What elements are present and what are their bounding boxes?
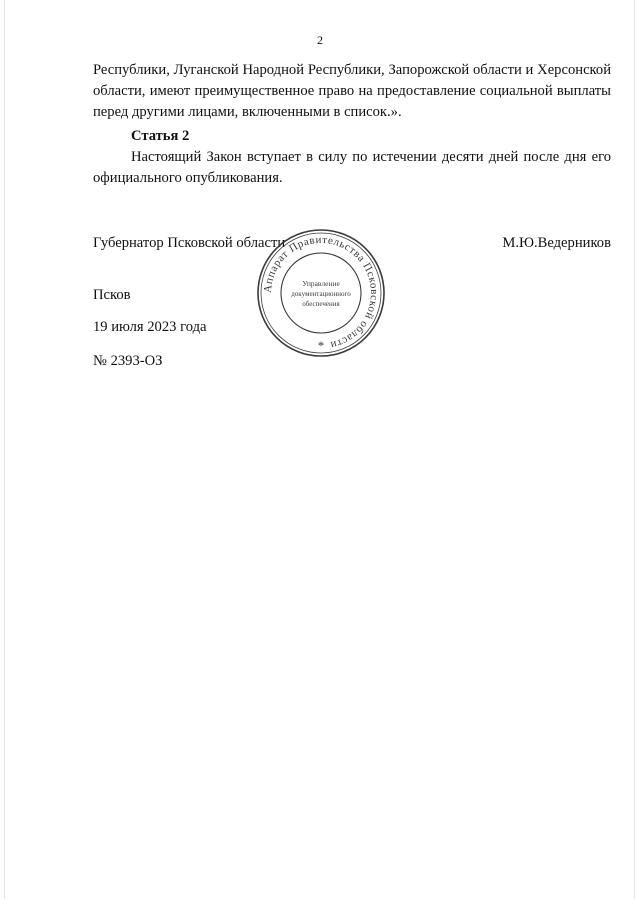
article-2-text: Настоящий Закон вступает в силу по истечении десяти дней после дня его официального опубликования. xyxy=(93,149,611,186)
city: Псков xyxy=(93,287,131,303)
scan-edge-left xyxy=(4,0,5,899)
signing-date: 19 июля 2023 года xyxy=(93,319,207,335)
signatory-name: М.Ю.Ведерников xyxy=(502,235,611,251)
stamp-star-symbol: * xyxy=(317,338,325,353)
stamp-center-line-3: обеспечения xyxy=(302,300,340,308)
stamp-center-line-1: Управление xyxy=(302,279,340,288)
article-heading: Статья 2 xyxy=(131,128,190,144)
law-number: № 2393-ОЗ xyxy=(93,353,163,369)
official-seal-stamp xyxy=(254,226,388,360)
stamp-center-line-2: документационного xyxy=(291,290,351,298)
signatory-title: Губернатор Псковской области xyxy=(93,235,286,251)
stamp-ring-text: Аппарат Правительства Псковской области xyxy=(261,233,381,352)
page-number: 2 xyxy=(317,33,323,47)
paragraph-continuation: Республики, Луганской Народной Республики, Запорожской области и Херсонской области, имеют преимущественное право на предоставление социальной выплаты перед другими лицами, включенными в список.». xyxy=(93,62,611,120)
scan-edge-right xyxy=(634,0,635,899)
